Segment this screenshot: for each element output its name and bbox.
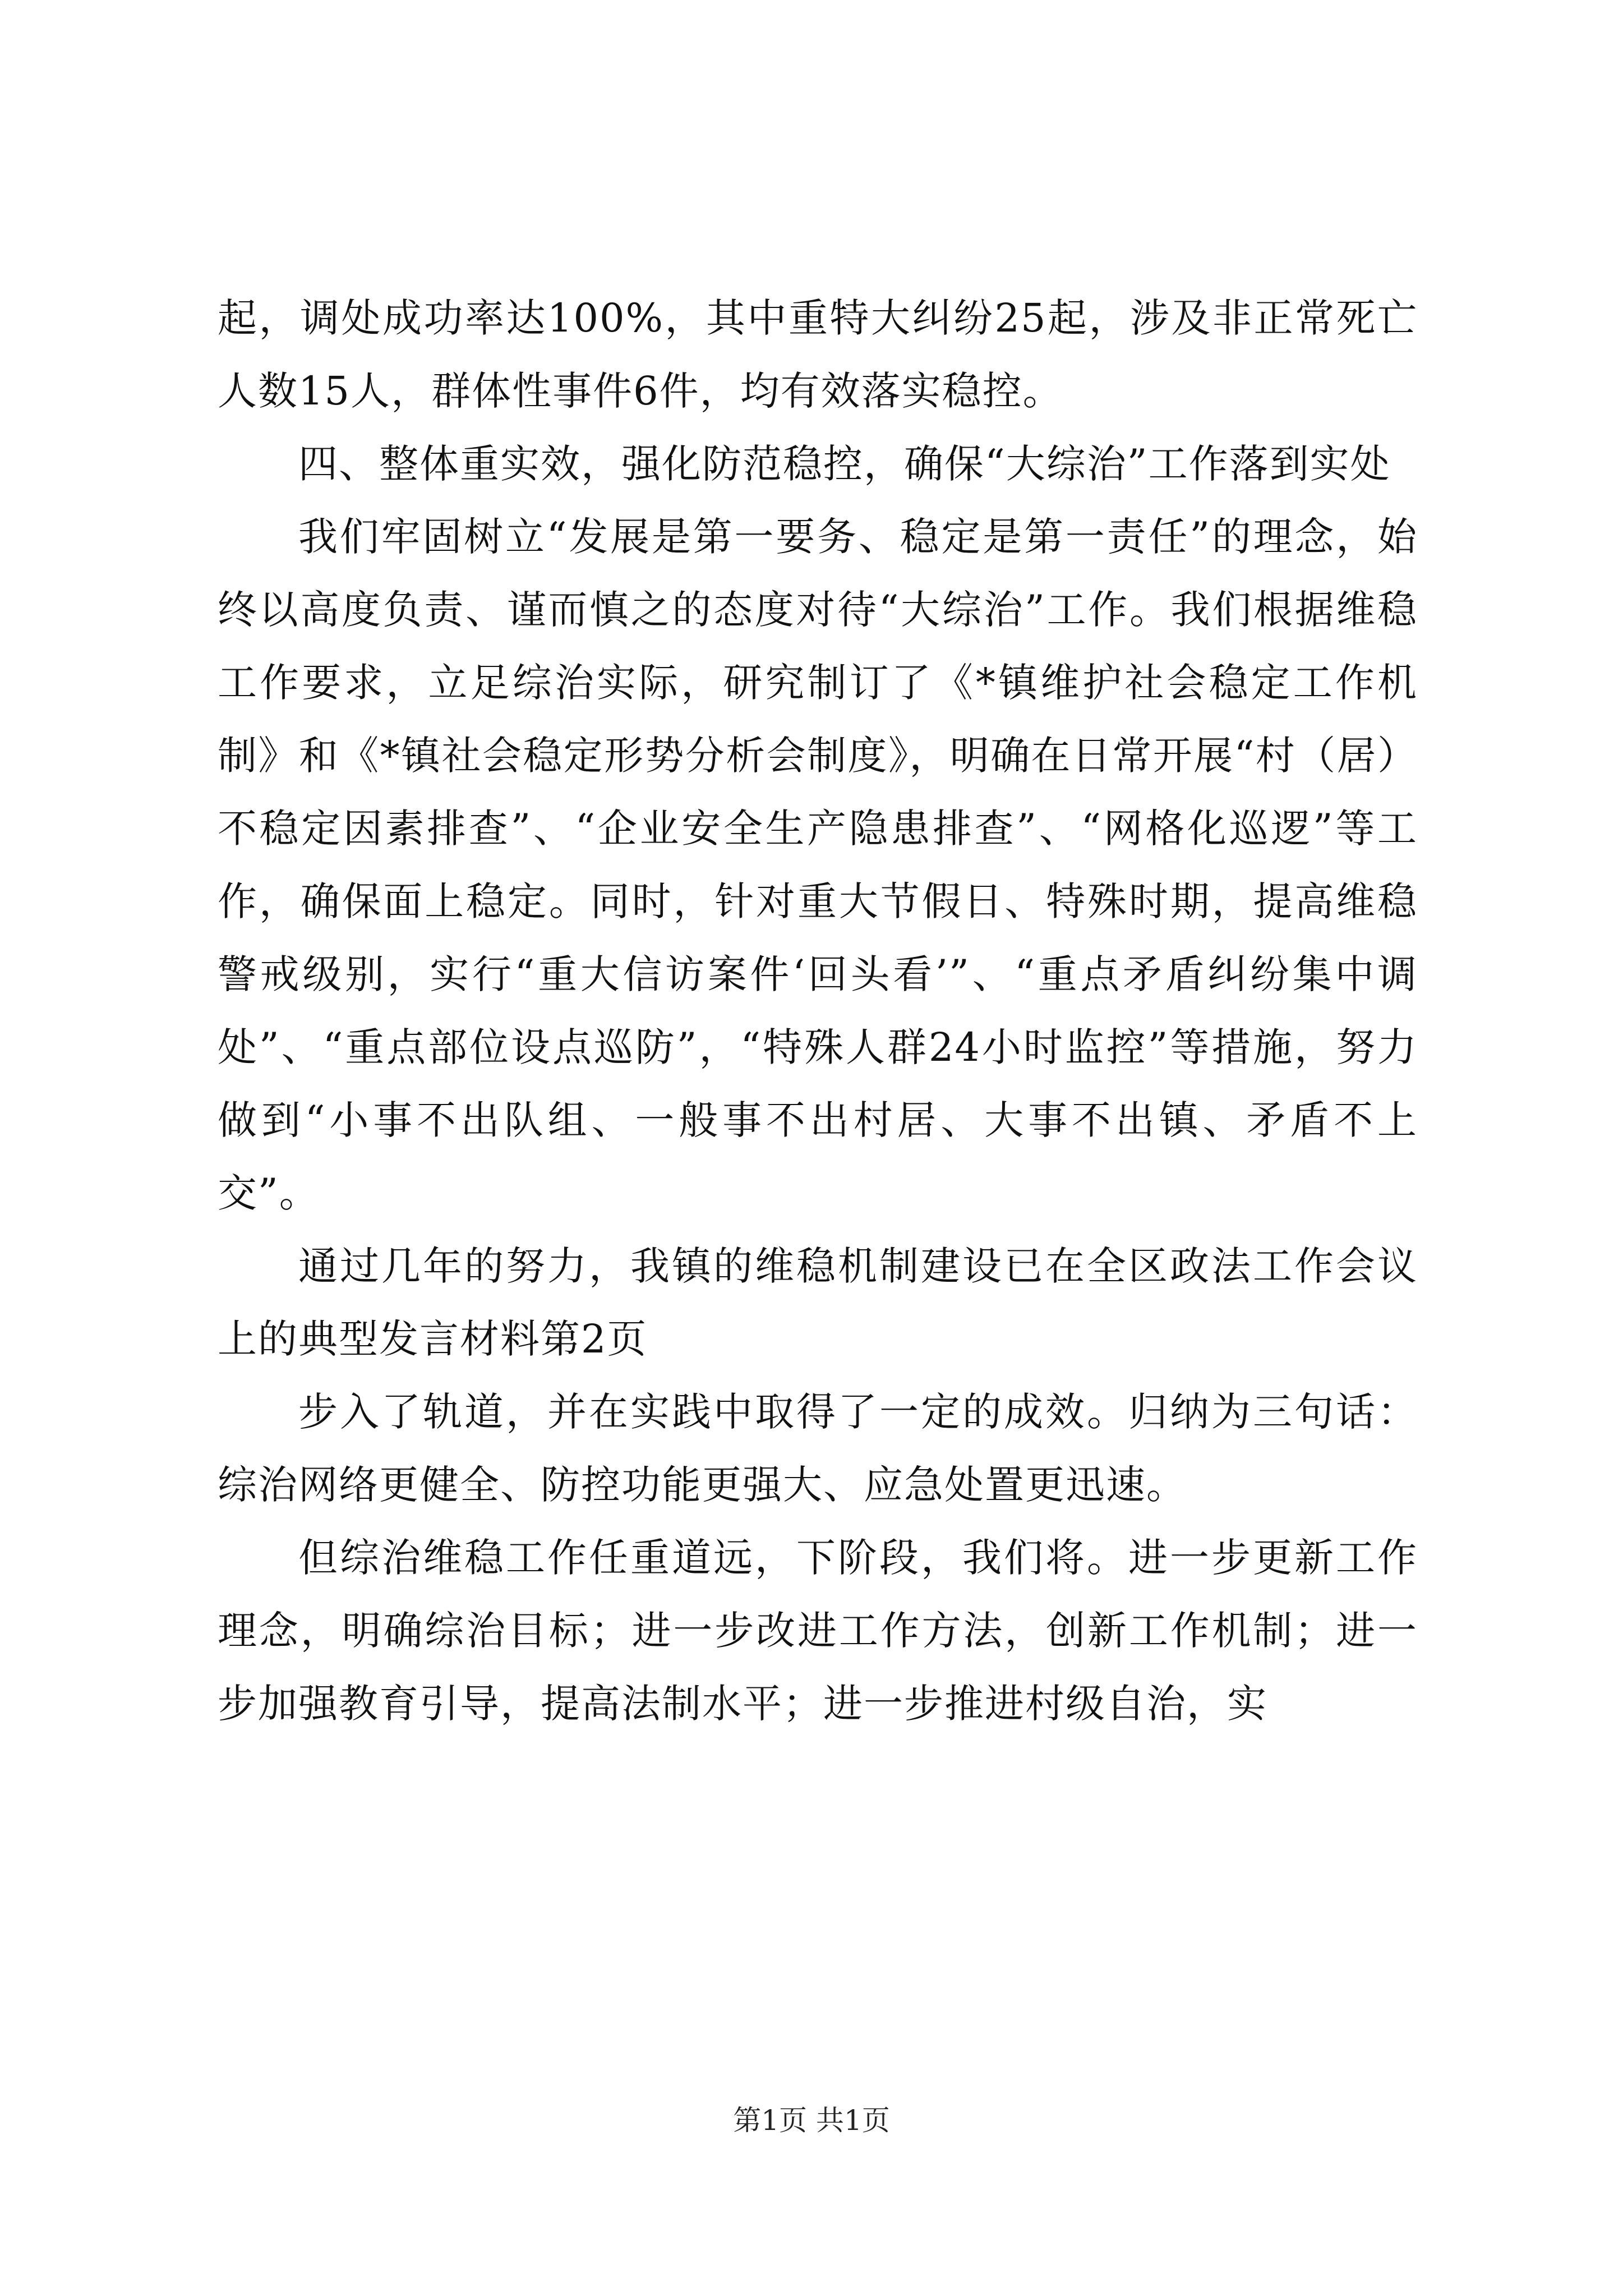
page-footer: 第1页 共1页 — [733, 2104, 890, 2137]
document-body — [218, 282, 1418, 1740]
paragraph-5: 步入了轨道，并在实践中取得了一定的成效。归纳为三句话：综治网络更健全、防控功能更强大、应急处置更迅速。 — [218, 1389, 1418, 1508]
paragraph-3: 我们牢固树立“发展是第一要务、稳定是第一责任”的理念，始终以高度负责、谨而慎之的态度对待“大综治”工作。我们根据维稳工作要求，立足综治实际，研究制订了《*镇维护社会稳定工作机制》和《*镇社会稳定形势分析会制度》，明确在日常开展“村（居）不稳定因素排查”、“企业安全生产隐患排查”、“网格化巡逻”等工作，确保面上稳定。同时，针对重大节假日、特殊时期，提高维稳警戒级别，实行“重大信访案件‘回头看’”、“重点矛盾纠纷集中调处”、“重点部位设点巡防”，“特殊人群24小时监控”等措施，努力做到“小事不出队组、一般事不出村居、大事不出镇、矛盾不上交”。 — [218, 514, 1418, 1216]
paragraph-1: 起，调处成功率达100%，其中重特大纠纷25起，涉及非正常死亡人数15人，群体性事件6件，均有效落实稳控。 — [218, 295, 1418, 414]
paragraph-2-section-heading: 四、整体重实效，强化防范稳控，确保“大综治”工作落到实处 — [298, 441, 1391, 487]
paragraph-6: 但综治维稳工作任重道远，下阶段，我们将。进一步更新工作理念，明确综治目标；进一步改进工作方法，创新工作机制；进一步加强教育引导，提高法制水平；进一步推进村级自治，实 — [218, 1535, 1418, 1727]
paragraph-4: 通过几年的努力，我镇的维稳机制建设已在全区政法工作会议上的典型发言材料第2页 — [218, 1243, 1418, 1362]
